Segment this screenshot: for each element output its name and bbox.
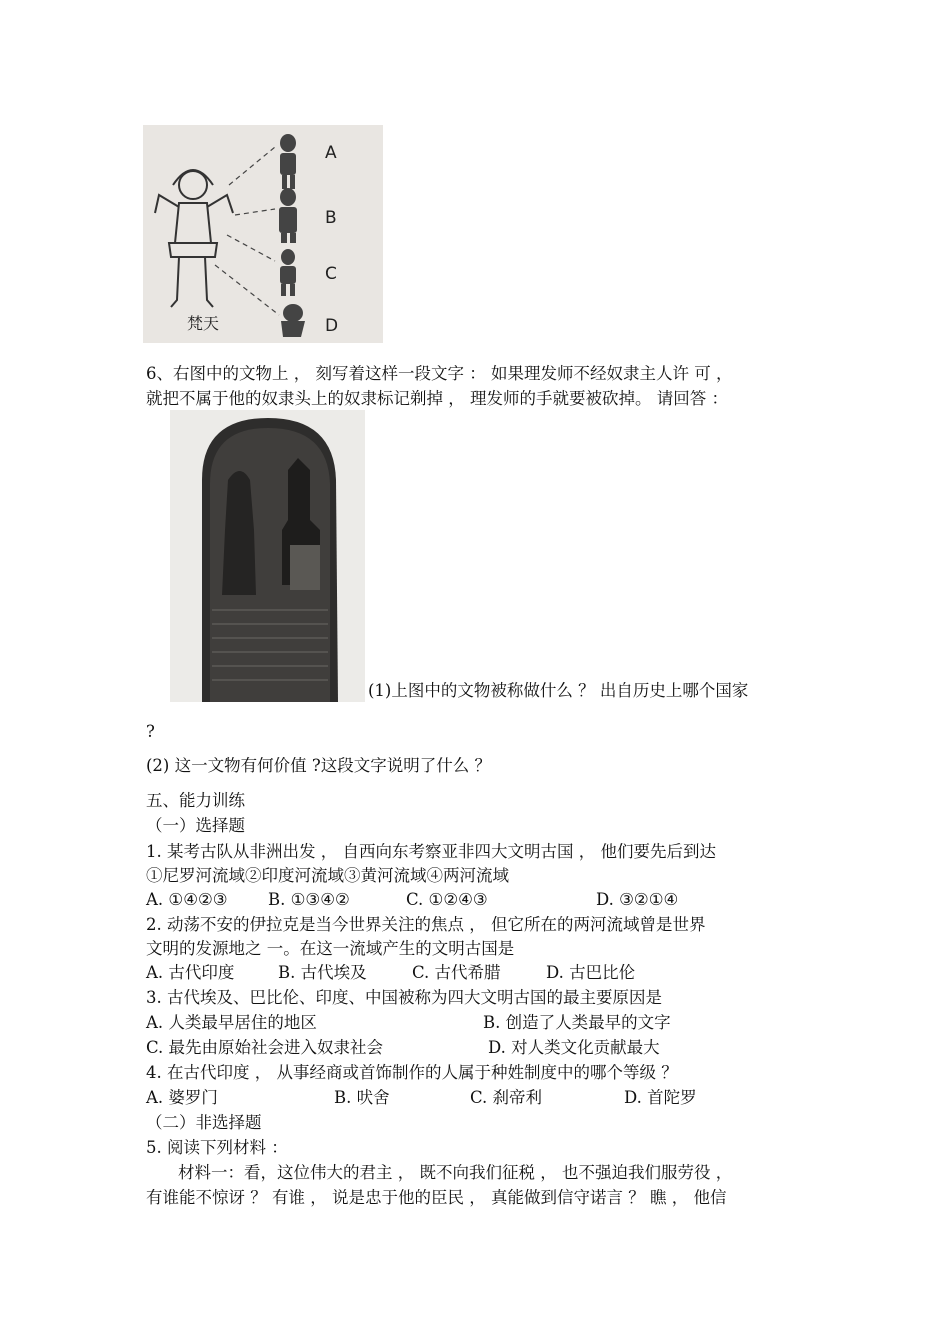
q1-line-1: 1. 某考古队从非洲出发 ， 自西向东考察亚非四大文明古国 ， 他们要先后到达 bbox=[146, 842, 716, 861]
q2-option-b: B. 古代埃及 bbox=[278, 963, 367, 982]
q2-option-d: D. 古巴比伦 bbox=[546, 963, 636, 982]
q4-option-b: B. 吠舍 bbox=[334, 1088, 390, 1107]
caste-diagram-illustration bbox=[143, 125, 383, 343]
q1-option-d: D. ③②①④ bbox=[596, 890, 679, 909]
q3-option-b: B. 创造了人类最早的文字 bbox=[483, 1013, 671, 1032]
q1-option-a: A. ①④②③ bbox=[146, 890, 228, 909]
q1-line-2: ①尼罗河流域②印度河流域③黄河流域④两河流域 bbox=[146, 866, 509, 885]
part2-heading: （二）非选择题 bbox=[146, 1113, 262, 1132]
q2-line-1: 2. 动荡不安的伊拉克是当今世界关注的焦点 ， 但它所在的两河流域曾是世界 bbox=[146, 915, 706, 934]
part1-heading: （一）选择题 bbox=[146, 816, 245, 835]
q1-option-b: B. ①③④② bbox=[268, 890, 350, 909]
q2-option-a: A. 古代印度 bbox=[146, 963, 235, 982]
q4-line: 4. 在古代印度 ， 从事经商或首饰制作的人属于种姓制度中的哪个等级 ？ bbox=[146, 1063, 678, 1082]
stele-illustration bbox=[170, 410, 365, 702]
q6-sub-question-1: (1)上图中的文物被称做什么 ？ 出自历史上哪个国家 bbox=[368, 681, 749, 700]
q3-option-d: D. 对人类文化贡献最大 bbox=[488, 1038, 660, 1057]
q3-option-a: A. 人类最早居住的地区 bbox=[146, 1013, 317, 1032]
caste-diagram-figure bbox=[143, 125, 383, 343]
q6-line-2: 就把不属于他的奴隶头上的奴隶标记剃掉 ， 理发师的手就要被砍掉。 请回答 ： bbox=[146, 389, 728, 408]
brahma-caption: 梵天 bbox=[187, 314, 220, 333]
caste-label-a: A bbox=[325, 143, 337, 163]
q6-sub-question-1-tail: ? bbox=[146, 722, 155, 741]
q2-line-2: 文明的发源地之 一。在这一流域产生的文明古国是 bbox=[146, 939, 515, 958]
q4-option-d: D. 首陀罗 bbox=[624, 1088, 697, 1107]
q5-material-1-line-2: 有谁能不惊讶 ？ 有谁 ， 说是忠于他的臣民 ， 真能做到信守诺言 ？ 瞧 ， 他信 bbox=[146, 1188, 727, 1207]
caste-label-b: B bbox=[325, 208, 337, 228]
q4-option-c: C. 刹帝利 bbox=[470, 1088, 543, 1107]
q6-line-1: 6、右图中的文物上 ， 刻写着这样一段文字 ： 如果理发师不经奴隶主人许 可 ， bbox=[146, 364, 733, 383]
caste-label-c: C bbox=[325, 264, 337, 284]
q2-option-c: C. 古代希腊 bbox=[412, 963, 501, 982]
q1-option-c: C. ①②④③ bbox=[406, 890, 488, 909]
q3-option-c: C. 最先由原始社会进入奴隶社会 bbox=[146, 1038, 384, 1057]
caste-label-d: D bbox=[325, 316, 339, 336]
stele-figure bbox=[170, 410, 365, 702]
q4-option-a: A. 婆罗门 bbox=[146, 1088, 218, 1107]
q5-intro: 5. 阅读下列材料 ： bbox=[146, 1138, 288, 1157]
section-title: 五、能力训练 bbox=[146, 791, 245, 810]
q3-line: 3. 古代埃及、巴比伦、印度、中国被称为四大文明古国的最主要原因是 bbox=[146, 988, 662, 1007]
q5-material-1-line-1: 材料一：看，这位伟大的君主 ， 既不向我们征税 ， 也不强迫我们服劳役 ， bbox=[178, 1163, 733, 1182]
q6-sub-question-2: (2) 这一文物有何价值 ?这段文字说明了什么 ？ bbox=[146, 756, 491, 775]
